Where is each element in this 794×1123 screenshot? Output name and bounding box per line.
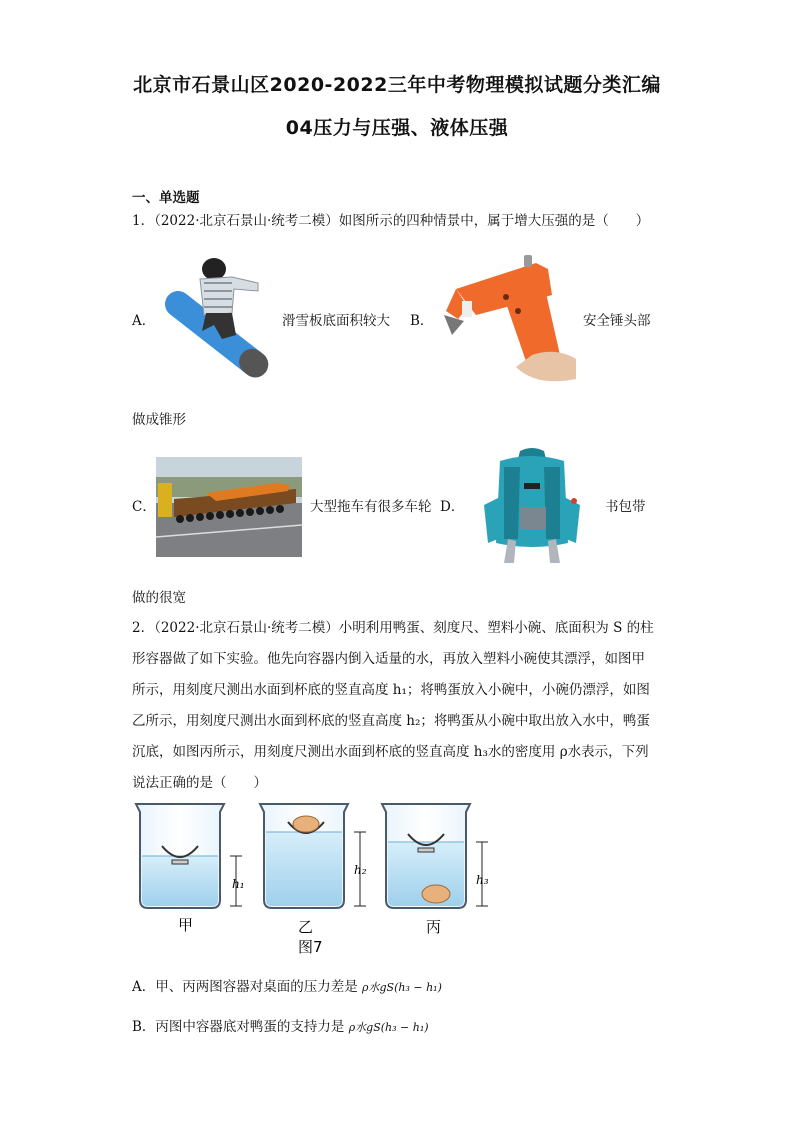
helmet-shape bbox=[202, 258, 226, 280]
q1-option-b-letter: B． bbox=[410, 313, 434, 329]
h2-label: h₂ bbox=[354, 863, 367, 877]
document-subtitle: 04压力与压强、液体压强 bbox=[285, 117, 509, 139]
q1-option-c-letter: C． bbox=[132, 499, 156, 515]
safety-hammer-image bbox=[436, 255, 578, 387]
q1-option-d-letter: D． bbox=[440, 499, 465, 515]
q1-stem: 1．（2022·北京石景山·统考二模）如图所示的四种情景中，属于增大压强的是（ ） bbox=[132, 213, 650, 229]
q1-option-d-continuation: 做的很宽 bbox=[132, 590, 186, 606]
truck-trailer-image bbox=[156, 457, 302, 557]
q2-stem-line4: 乙所示，用刻度尺测出水面到杯底的竖直高度 h₂；将鸭蛋从小碗中取出放入水中，鸭蛋 bbox=[132, 713, 650, 729]
beaker-yi bbox=[260, 804, 366, 908]
h3-label: h₃ bbox=[476, 873, 489, 887]
backpack-image bbox=[474, 447, 590, 565]
snowboarder-image bbox=[162, 255, 270, 389]
q2-option-a-text: A．甲、丙两图容器对桌面的压力差是 bbox=[132, 979, 358, 995]
q2-option-a bbox=[132, 977, 442, 998]
document-title: 北京市石景山区2020-2022三年中考物理模拟试题分类汇编 bbox=[133, 74, 661, 96]
beaker-figure bbox=[132, 800, 502, 960]
q1-option-c-text: 大型拖车有很多车轮 bbox=[310, 499, 432, 515]
h1-label: h₁ bbox=[232, 877, 245, 891]
label-bing: 丙 bbox=[426, 918, 442, 936]
q1-option-a-text: 滑雪板底面积较大 bbox=[282, 313, 390, 329]
q2-stem-line3: 所示，用刻度尺测出水面到杯底的竖直高度 h₁；将鸭蛋放入小碗中，小碗仍漂浮，如图 bbox=[132, 682, 650, 698]
egg-in-bowl bbox=[293, 816, 319, 832]
label-jia: 甲 bbox=[178, 916, 194, 934]
q1-option-a-letter: A． bbox=[132, 313, 156, 329]
q2-stem-line5: 沉底，如图丙所示，用刻度尺测出水面到杯底的竖直高度 h₃水的密度用 ρ水表示，下列 bbox=[132, 744, 649, 760]
q2-option-b bbox=[132, 1017, 429, 1038]
figure-caption: 图7 bbox=[298, 938, 323, 956]
label-yi: 乙 bbox=[298, 918, 314, 936]
q1-option-d-text: 书包带 bbox=[605, 499, 646, 515]
beaker-bing bbox=[382, 804, 488, 908]
q2-stem-line6: 说法正确的是（ ） bbox=[132, 775, 267, 791]
q1-option-b-text: 安全锤头部 bbox=[583, 313, 651, 329]
q2-option-a-formula: ρ水gS(h₃ − h₁) bbox=[362, 981, 442, 994]
q1-option-b-continuation: 做成锥形 bbox=[132, 412, 186, 428]
egg-sunk bbox=[422, 885, 450, 903]
beaker-jia bbox=[136, 804, 242, 908]
q2-stem-line2: 形容器做了如下实验。他先向容器内倒入适量的水，再放入塑料小碗使其漂浮，如图甲 bbox=[132, 651, 645, 667]
q2-stem-line1: 2．（2022·北京石景山·统考二模）小明利用鸭蛋、刻度尺、塑料小碗、底面积为 S 的柱 bbox=[132, 620, 654, 636]
q2-option-b-formula: ρ水gS(h₃ − h₁) bbox=[348, 1021, 429, 1034]
section-heading: 一、单选题 bbox=[132, 190, 200, 206]
q2-option-b-text: B．丙图中容器底对鸭蛋的支持力是 bbox=[132, 1019, 345, 1035]
